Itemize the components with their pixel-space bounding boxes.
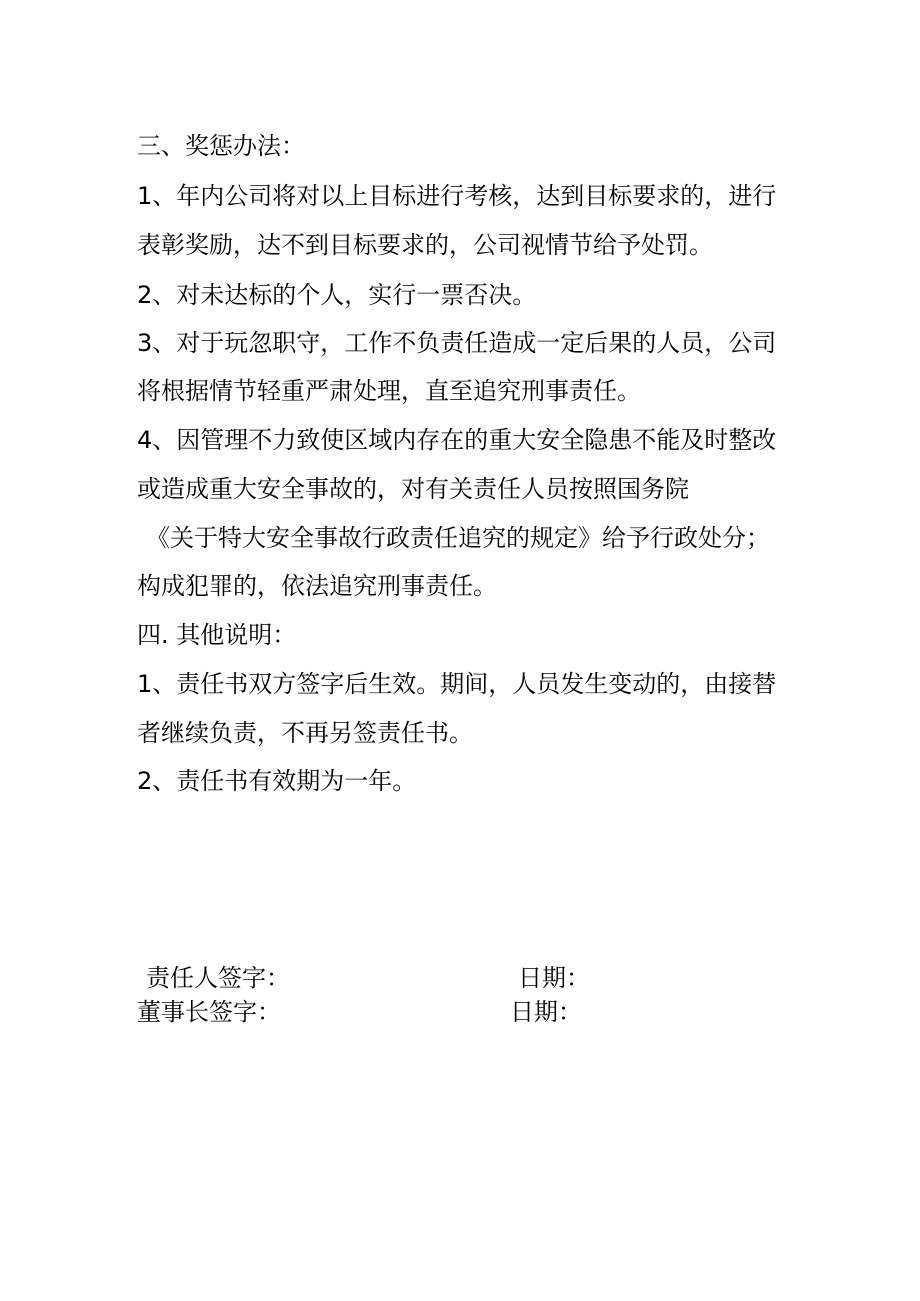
paragraph-line: 1、年内公司将对以上目标进行考核，达到目标要求的，进行 [137,182,777,210]
paragraph-line: 4、因管理不力致使区域内存在的重大安全隐患不能及时整改 [137,426,777,454]
section-heading-rewards-penalties: 三、奖惩办法： [137,132,305,160]
chairman-date-label: 日期： [510,998,582,1026]
responsible-date-label: 日期： [518,964,590,992]
chairman-signature-label: 董事长签字： [137,998,281,1026]
paragraph-line: 1、责任书双方签字后生效。期间，人员发生变动的，由接替 [137,670,777,698]
paragraph-line: 3、对于玩忽职守，工作不负责任造成一定后果的人员，公司 [137,329,777,357]
responsible-signature-label: 责任人签字： [146,964,290,992]
paragraph-line: 《关于特大安全事故行政责任追究的规定》给予行政处分； [146,524,770,552]
paragraph-line: 表彰奖励，达不到目标要求的，公司视情节给予处罚。 [137,231,713,259]
paragraph-line: 2、责任书有效期为一年。 [137,767,417,795]
section-heading-other-notes: 四. 其他说明： [137,621,297,649]
paragraph-line: 2、对未达标的个人，实行一票否决。 [137,281,537,309]
paragraph-line: 将根据情节轻重严肃处理，直至追究刑事责任。 [137,377,641,405]
paragraph-line: 者继续负责，不再另签责任书。 [137,719,473,747]
paragraph-line: 构成犯罪的，依法追究刑事责任。 [137,572,497,600]
paragraph-line: 或造成重大安全事故的，对有关责任人员按照国务院 [137,475,689,503]
